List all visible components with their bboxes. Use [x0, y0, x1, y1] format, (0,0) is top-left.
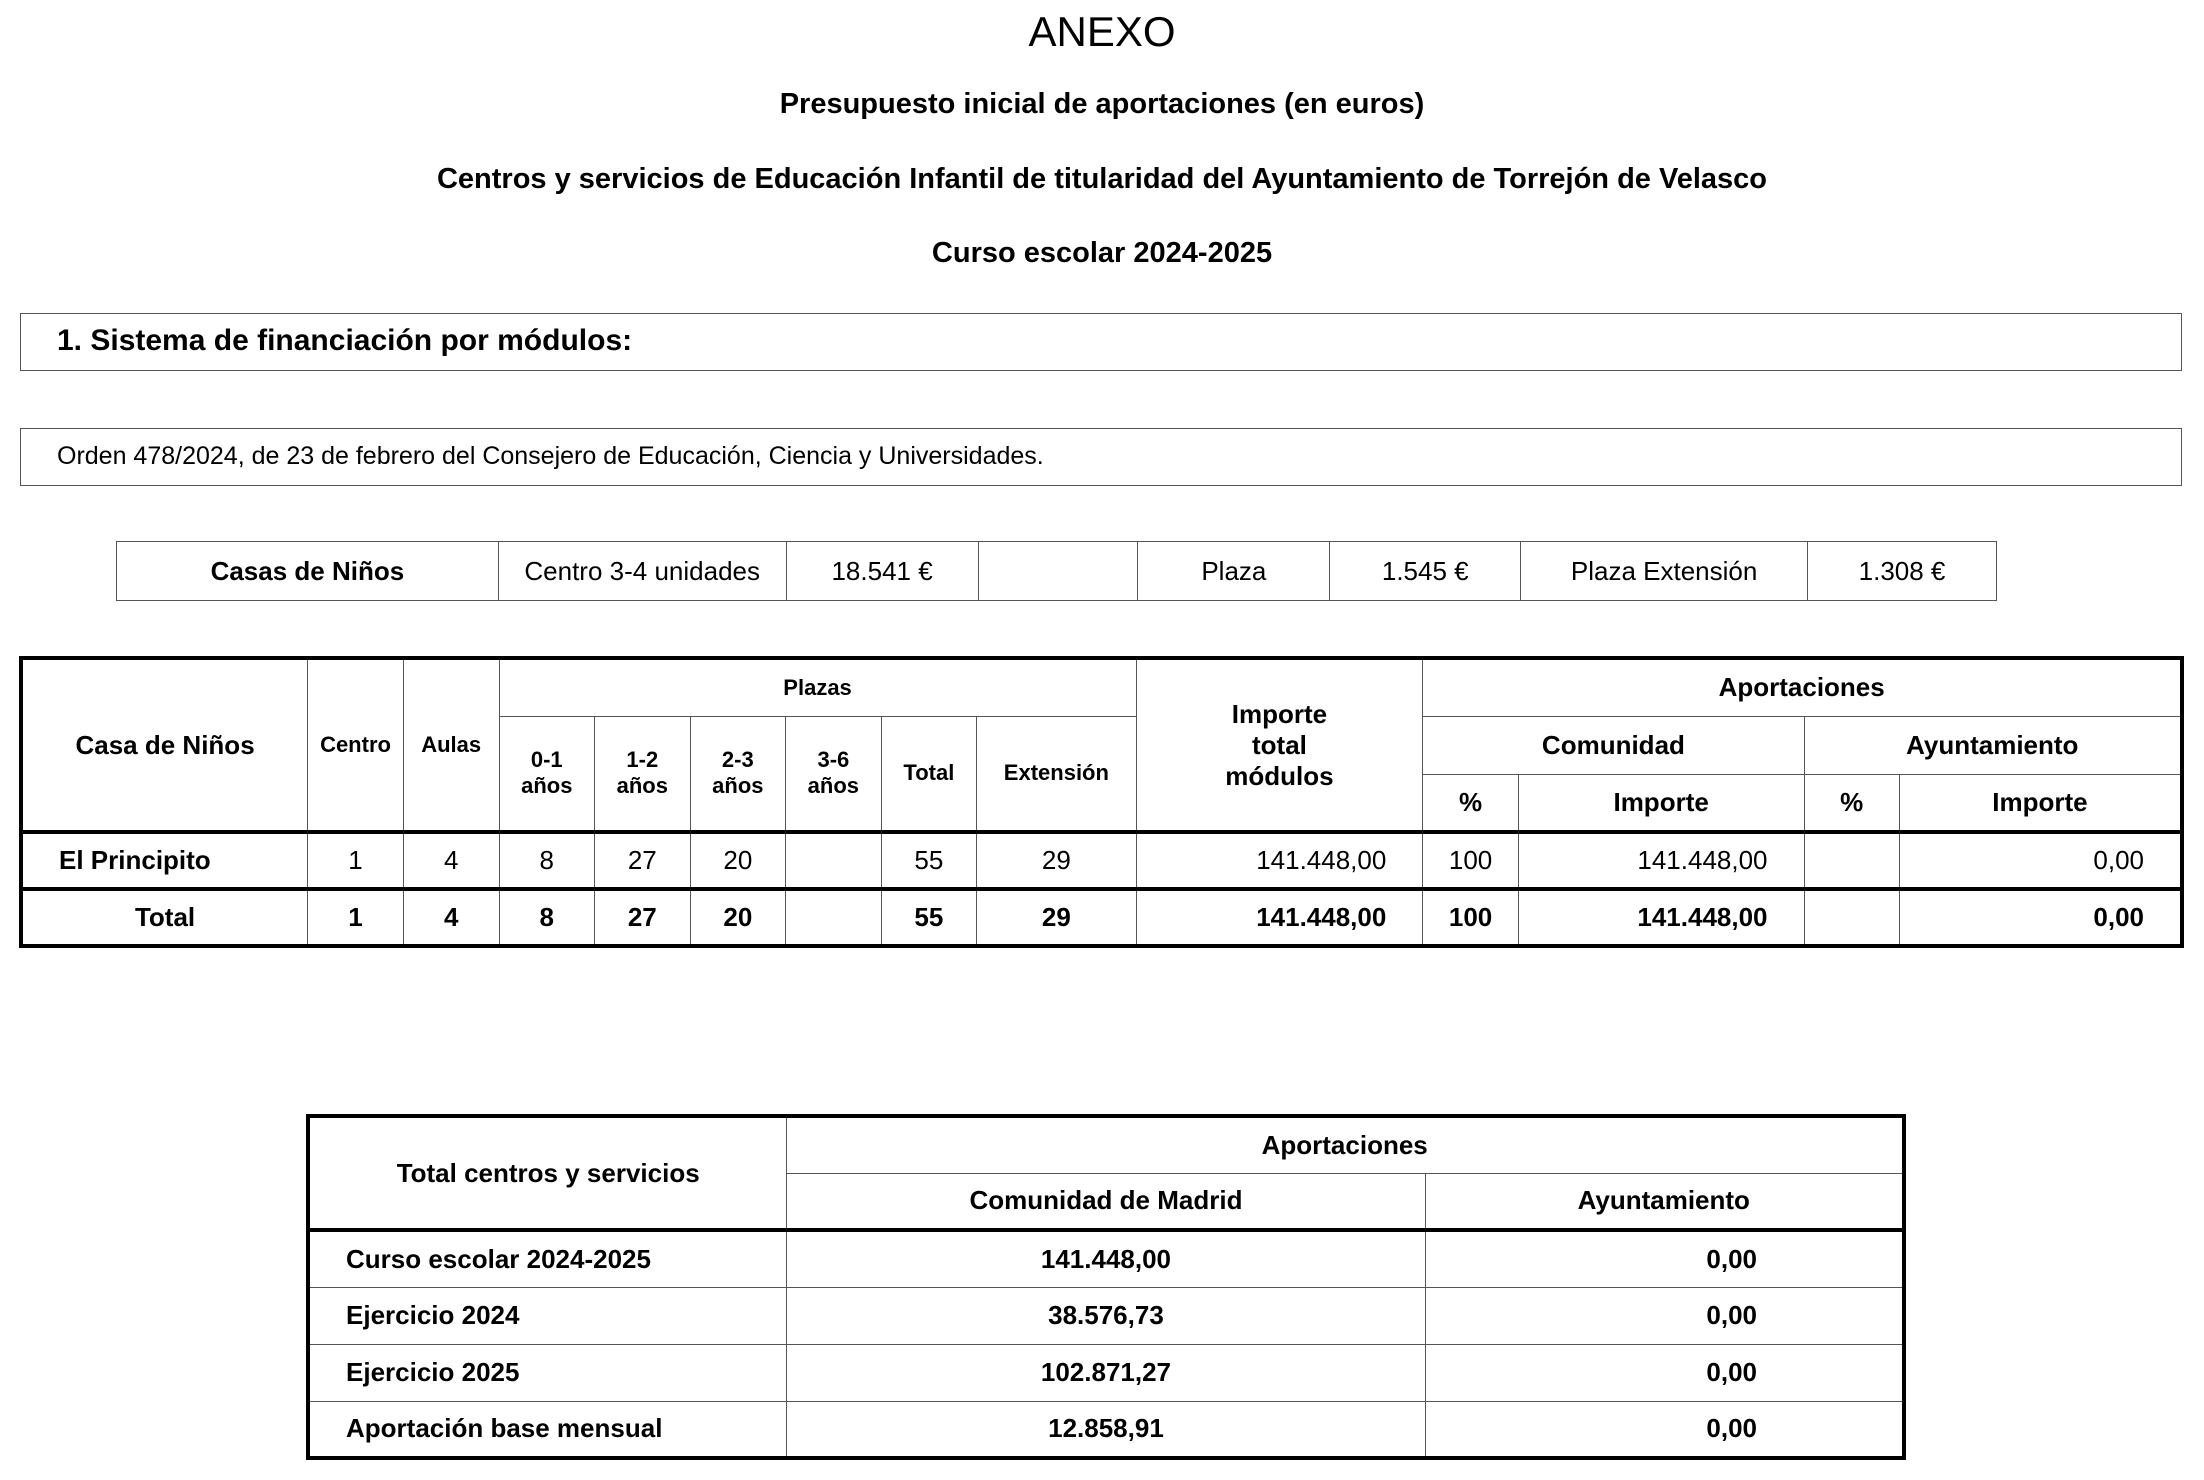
summary-row-label: Ejercicio 2024 [308, 1287, 787, 1344]
modules-label: Casas de Niños [117, 542, 499, 601]
plaza-extension-value: 1.308 € [1808, 542, 1997, 601]
row-comunidad-pct: 100 [1423, 832, 1518, 889]
total-name: Total [21, 889, 308, 946]
header-row-1 [21, 658, 2182, 716]
total-importe-total: 141.448,00 [1136, 889, 1423, 946]
school-year-subtitle: Curso escolar 2024-2025 [931, 237, 1273, 269]
empty-cell [978, 542, 1138, 601]
plaza-value: 1.545 € [1330, 542, 1521, 601]
summary-row-label: Curso escolar 2024-2025 [308, 1230, 787, 1287]
modules-row [117, 542, 1997, 601]
summary-header-left: Total centros y servicios [308, 1116, 787, 1230]
plaza-label: Plaza [1138, 542, 1330, 601]
header-total: Total [881, 716, 977, 832]
total-total: 55 [881, 889, 977, 946]
modules-table [116, 541, 1997, 601]
header-importe-line-2: total [1252, 729, 1307, 760]
summary-header-aportaciones: Aportaciones [787, 1116, 1904, 1173]
header-ayuntamiento-importe: Importe [1899, 774, 2182, 832]
summary-header-comunidad: Comunidad de Madrid [787, 1173, 1425, 1230]
total-p36 [786, 889, 882, 946]
header-aportaciones: Aportaciones [1423, 658, 2182, 716]
summary-row [308, 1344, 1904, 1401]
total-aulas: 4 [403, 889, 499, 946]
row-p12: 27 [595, 832, 691, 889]
total-comunidad-pct: 100 [1423, 889, 1518, 946]
summary-row-ayuntamiento: 0,00 [1425, 1230, 1904, 1287]
row-total: 55 [881, 832, 977, 889]
centers-table [19, 656, 2184, 948]
total-row [21, 889, 2182, 946]
budget-subtitle: Presupuesto inicial de aportaciones (en euros) [779, 88, 1425, 120]
header-plazas: Plazas [499, 658, 1136, 716]
summary-row [308, 1287, 1904, 1344]
total-extension: 29 [977, 889, 1136, 946]
section-heading: 1. Sistema de financiación por módulos: [57, 324, 633, 357]
row-comunidad-importe: 141.448,00 [1518, 832, 1804, 889]
total-ayuntamiento-pct [1804, 889, 1899, 946]
section-heading-box [20, 313, 2182, 371]
centro-units-label: Centro 3-4 unidades [498, 542, 786, 601]
header-casa: Casa de Niños [21, 658, 308, 832]
plaza-extension-label: Plaza Extensión [1521, 542, 1808, 601]
row-centro: 1 [308, 832, 404, 889]
total-p01: 8 [499, 889, 595, 946]
table-row [21, 832, 2182, 889]
row-name: El Principito [21, 832, 308, 889]
summary-header-row-1 [308, 1116, 1904, 1173]
row-ayuntamiento-pct [1804, 832, 1899, 889]
header-importe-line-3: módulos [1225, 760, 1334, 791]
summary-row-label: Ejercicio 2025 [308, 1344, 787, 1401]
order-text: Orden 478/2024, de 23 de febrero del Consejero de Educación, Ciencia y Universidades. [57, 442, 1044, 470]
row-p23: 20 [690, 832, 786, 889]
total-p12: 27 [595, 889, 691, 946]
summary-header-ayuntamiento: Ayuntamiento [1425, 1173, 1904, 1230]
total-ayuntamiento-importe: 0,00 [1899, 889, 2182, 946]
summary-row-comunidad: 38.576,73 [787, 1287, 1425, 1344]
centro-units-value: 18.541 € [786, 542, 978, 601]
header-age-0-1: 0-1 años [499, 716, 595, 832]
summary-row-ayuntamiento: 0,00 [1425, 1401, 1904, 1458]
summary-row-comunidad: 102.871,27 [787, 1344, 1425, 1401]
header-age-2-3: 2-3 años [690, 716, 786, 832]
row-ayuntamiento-importe: 0,00 [1899, 832, 2182, 889]
row-p36 [786, 832, 882, 889]
row-importe-total: 141.448,00 [1136, 832, 1423, 889]
total-centro: 1 [308, 889, 404, 946]
annex-title: ANEXO [1028, 8, 1176, 55]
header-importe-line-1: Importe [1231, 698, 1328, 729]
row-extension: 29 [977, 832, 1136, 889]
header-ayuntamiento: Ayuntamiento [1804, 716, 2182, 774]
row-p01: 8 [499, 832, 595, 889]
summary-row-label: Aportación base mensual [308, 1401, 787, 1458]
summary-row [308, 1230, 1904, 1287]
total-p23: 20 [690, 889, 786, 946]
summary-row [308, 1401, 1904, 1458]
total-comunidad-importe: 141.448,00 [1518, 889, 1804, 946]
summary-row-ayuntamiento: 0,00 [1425, 1344, 1904, 1401]
header-comunidad: Comunidad [1423, 716, 1804, 774]
header-comunidad-pct: % [1423, 774, 1518, 832]
summary-row-ayuntamiento: 0,00 [1425, 1287, 1904, 1344]
header-extension: Extensión [977, 716, 1136, 832]
summary-table [306, 1114, 1906, 1460]
header-age-3-6: 3-6 años [786, 716, 882, 832]
centers-subtitle: Centros y servicios de Educación Infantil de titularidad del Ayuntamiento de Torrejón de Velasco [436, 163, 1767, 195]
header-aulas: Aulas [403, 658, 499, 832]
header-comunidad-importe: Importe [1518, 774, 1804, 832]
header-importe-total [1136, 658, 1423, 832]
row-aulas: 4 [403, 832, 499, 889]
order-box [20, 428, 2182, 486]
header-age-1-2: 1-2 años [595, 716, 691, 832]
summary-row-comunidad: 12.858,91 [787, 1401, 1425, 1458]
summary-row-comunidad: 141.448,00 [787, 1230, 1425, 1287]
header-ayuntamiento-pct: % [1804, 774, 1899, 832]
header-centro: Centro [308, 658, 404, 832]
